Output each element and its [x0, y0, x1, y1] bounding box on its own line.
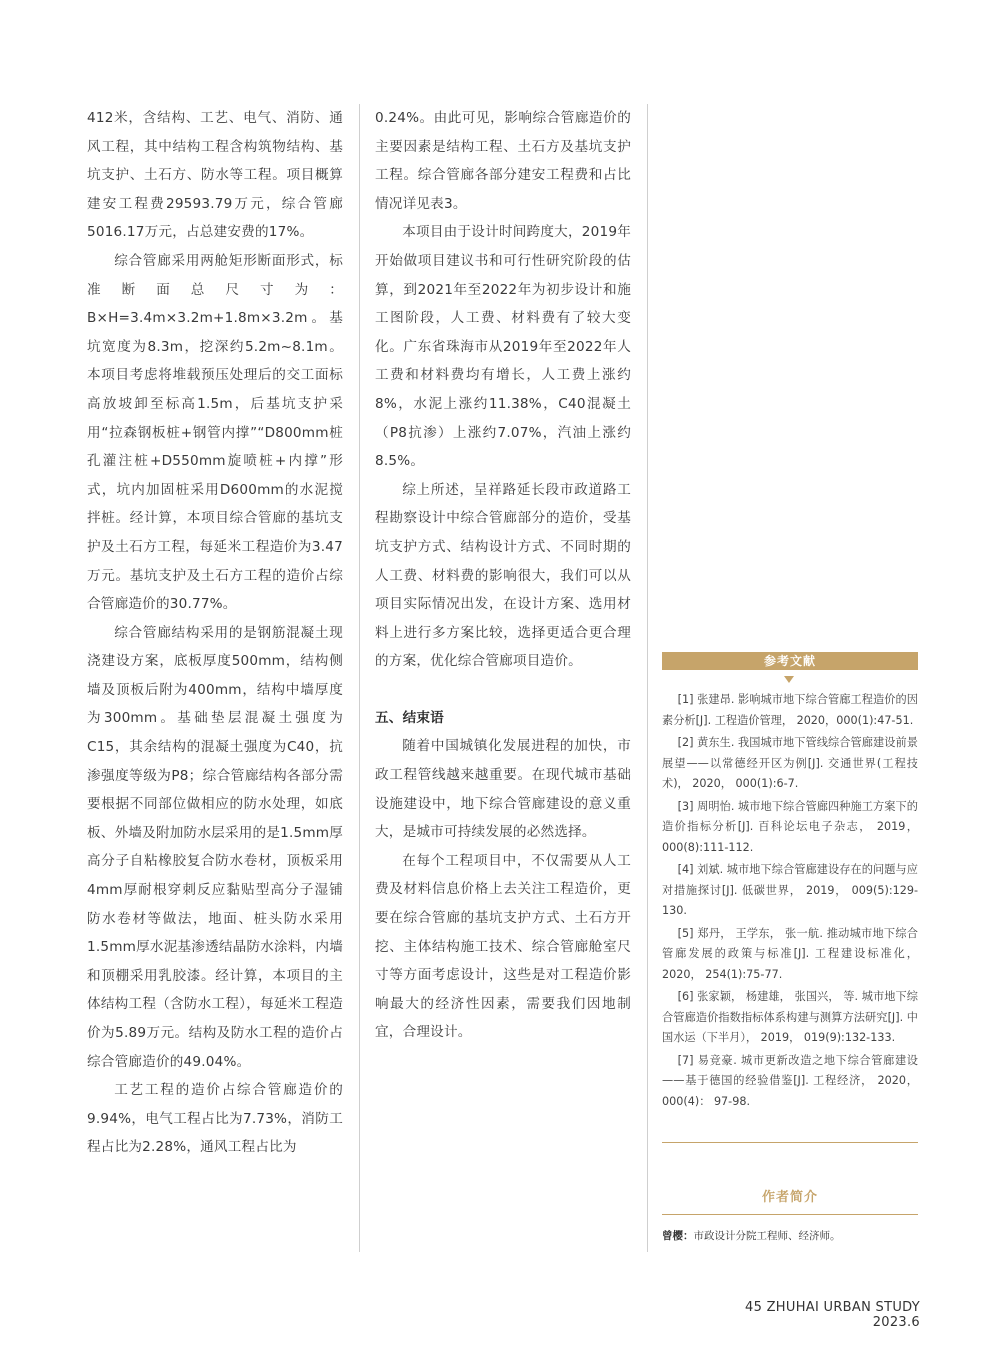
- down-triangle-icon: [784, 676, 794, 683]
- page-number: 45: [745, 1300, 763, 1315]
- author-name: 曾樱：: [662, 1230, 694, 1242]
- author-description: 市政设计分院工程师、经济师。: [693, 1230, 841, 1242]
- reference-item: [1] 张建昂. 影响城市地下综合管廊工程造价的因素分析[J]. 工程造价管理， 2020，000(1):47-51.: [662, 693, 918, 727]
- paragraph: 综合管廊结构采用的是钢筋混凝土现浇建设方案，底板厚度500mm，结构侧墙及顶板后附为400mm，结构中墙厚度为300mm。基础垫层混凝土强度为C15，其余结构的混凝土强度为C40，抗渗强度等级为P8；综合管廊结构各部分需要根据不同部位做相应的防水处理，如底板、外墙及附加防水层采用的是1.5mm厚高分子自粘橡胶复合防水卷材，顶板采用4mm厚耐根穿刺反应黏贴型高分子湿铺防水卷材等做法，地面、桩头防水采用1.5mm厚水泥基渗透结晶防水涂料，内墙和顶棚采用乳胶漆。经计算，本项目的主体结构工程（含防水工程），每延米工程造价为5.89万元。结构及防水工程的造价占综合管廊造价的49.04%。: [87, 624, 344, 1070]
- author-title-rule: [662, 1214, 918, 1215]
- paragraph: 工艺工程的造价占综合管廊造价的9.94%，电气工程占比为7.73%，消防工程占比为2.28%，通风工程占比为: [87, 1082, 343, 1156]
- author-section-title: 作者简介: [761, 1190, 818, 1205]
- reference-item: [2] 黄东生. 我国城市地下管线综合管廊建设前景展望——以常德经开区为例[J]. 交通世界(工程技术)， 2020， 000(1):6-7.: [662, 736, 918, 790]
- page-footer: [706, 1300, 920, 1330]
- paragraph: 随着中国城镇化发展进程的加快，市政工程管线越来越重要。在现代城市基础设施建设中，地下综合管廊建设的意义重大，是城市可持续发展的必然选择。: [375, 738, 631, 841]
- column-divider-left: [359, 104, 360, 1252]
- column-divider-right: [647, 104, 648, 1252]
- reference-item: [7] 易竞豪. 城市更新改造之地下综合管廊建设——基于德国的经验借鉴[J]. 工程经济， 2020， 000(4)： 97-98.: [662, 1053, 918, 1108]
- reference-item: [5] 郑丹， 王学东， 张一航. 推动城市地下综合管廊发展的政策与标准[J]. 工程建设标准化， 2020， 254(1):75-77.: [662, 926, 918, 981]
- paragraph: 412米，含结构、工艺、电气、消防、通风工程，其中结构工程含构筑物结构、基坑支护、土石方、防水等工程。项目概算建安工程费29593.79万元，综合管廊5016.17万元，占总建安费的17%。: [87, 110, 343, 241]
- journal-name: ZHUHAI URBAN STUDY: [766, 1300, 920, 1315]
- paragraph: 综上所述，呈祥路延长段市政道路工程勘察设计中综合管廊部分的造价，受基坑支护方式、结构设计方式、不同时期的人工费、材料费的影响很大，我们可以从项目实际情况出发，在设计方案、选用材料上进行多方案比较，选择更适合更合理的方案，优化综合管廊项目造价。: [375, 481, 631, 670]
- paragraph: 0.24%。由此可见，影响综合管廊造价的主要因素是结构工程、土石方及基坑支护工程。综合管廊各部分建安工程费和占比情况详见表3。: [375, 110, 631, 212]
- reference-item: [6] 张家颖， 杨建雄， 张国兴， 等. 城市地下综合管廊造价指数指标体系构建与测算方法研究[J]. 中国水运（下半月）， 2019， 019(9):132-133.: [662, 990, 918, 1044]
- references-title: 参考文献: [662, 652, 918, 670]
- issue-number: 2023.6: [872, 1315, 920, 1330]
- paragraph: 在每个工程项目中，不仅需要从人工费及材料信息价格上去关注工程造价，更要在综合管廊的基坑支护方式、土石方开挖、主体结构施工技术、综合管廊舱室尺寸等方面考虑设计，这些是对工程造价影响最大的经济性因素，需要我们因地制宜，合理设计。: [375, 852, 631, 1041]
- body-column-2: [375, 104, 631, 1047]
- body-column-1: [87, 104, 343, 1162]
- paragraph: 综合管廊采用两舱矩形断面形式，标准断面总尺寸为：B×H=3.4m×3.2m+1.8m×3.2m。基坑宽度为8.3m，挖深约5.2m~8.1m。本项目考虑将堆载预压处理后的交工面标高放坡卸至标高1.5m，后基坑支护采用“拉森钢板桩+钢管内撑”“D800mm桩孔灌注桩+D550mm旋喷桩+内撑”形式，坑内加固桩采用D600mm的水泥搅拌桩。经计算，本项目综合管廊的基坑支护及土石方工程，每延米工程造价为3.47万元。基坑支护及土石方工程的造价占综合管廊造价的30.77%。: [87, 252, 343, 613]
- reference-list: [662, 690, 918, 1114]
- references-bottom-rule: [662, 1142, 918, 1143]
- reference-item: [3] 周明怡. 城市地下综合管廊四种施工方案下的造价指标分析[J]. 百科论坛电子杂志， 2019， 000(8):111-112.: [662, 799, 918, 854]
- paragraph: 本项目由于设计时间跨度大，2019年开始做项目建议书和可行性研究阶段的估算，到2021年至2022年为初步设计和施工图阶段，人工费、材料费有了较大变化。广东省珠海市从2019年至2022年人工费和材料费均有增长，人工费上涨约8%，水泥上涨约11.38%，C40混凝土（P8抗渗）上涨约7.07%，汽油上涨约8.5%。: [375, 224, 631, 470]
- author-bio: [662, 1228, 922, 1243]
- section-heading: 五、结束语: [375, 709, 444, 726]
- reference-item: [4] 刘斌. 城市地下综合管廊建设存在的问题与应对措施探讨[J]. 低碳世界， 2019， 009(5):129-130.: [662, 863, 918, 917]
